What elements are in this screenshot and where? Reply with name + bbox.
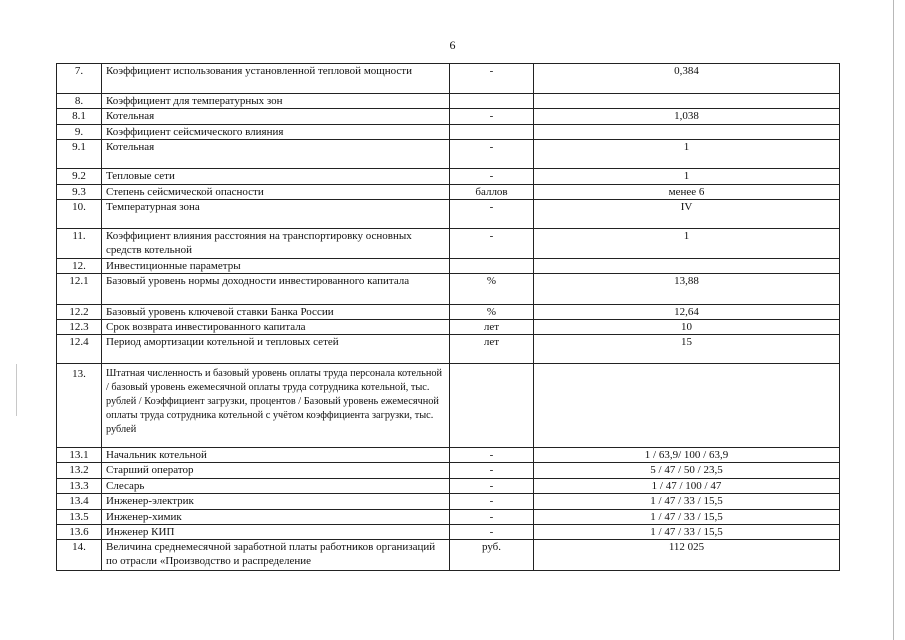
row-number: 13.4 <box>57 494 102 510</box>
row-name: Инженер-химик <box>102 510 450 525</box>
table-row <box>57 185 840 200</box>
row-number: 9.1 <box>57 140 102 169</box>
table-row <box>57 510 840 525</box>
row-value: 1 <box>534 229 840 259</box>
row-number: 13.6 <box>57 525 102 540</box>
table-row <box>57 229 840 259</box>
row-name: Базовый уровень нормы доходности инвестированного капитала <box>102 274 450 305</box>
row-number: 7. <box>57 64 102 94</box>
row-unit: - <box>450 494 534 510</box>
row-unit: баллов <box>450 185 534 200</box>
row-unit: - <box>450 448 534 463</box>
row-number: 13.2 <box>57 463 102 479</box>
table-row <box>57 274 840 305</box>
parameters-table <box>56 63 840 571</box>
row-name: Слесарь <box>102 479 450 494</box>
table-row <box>57 335 840 364</box>
row-unit: % <box>450 274 534 305</box>
table-row <box>57 320 840 335</box>
row-number: 13.5 <box>57 510 102 525</box>
row-value: 5 / 47 / 50 / 23,5 <box>534 463 840 479</box>
row-unit: - <box>450 525 534 540</box>
row-number: 8. <box>57 94 102 109</box>
table-row <box>57 305 840 320</box>
row-name: Начальник котельной <box>102 448 450 463</box>
row-name: Срок возврата инвестированного капитала <box>102 320 450 335</box>
table-row <box>57 200 840 229</box>
row-number: 13.1 <box>57 448 102 463</box>
row-unit: - <box>450 479 534 494</box>
row-name: Котельная <box>102 109 450 125</box>
row-number: 9.2 <box>57 169 102 185</box>
row-name: Тепловые сети <box>102 169 450 185</box>
row-number: 12. <box>57 259 102 274</box>
row-value: 1 / 47 / 33 / 15,5 <box>534 494 840 510</box>
row-number: 12.1 <box>57 274 102 305</box>
row-unit: руб. <box>450 540 534 571</box>
row-number: 10. <box>57 200 102 229</box>
row-number: 9.3 <box>57 185 102 200</box>
table-row <box>57 64 840 94</box>
row-number: 8.1 <box>57 109 102 125</box>
scan-edge-mark <box>16 364 17 416</box>
row-unit <box>450 94 534 109</box>
row-value: 1 / 47 / 100 / 47 <box>534 479 840 494</box>
row-name: Инвестиционные параметры <box>102 259 450 274</box>
table-row <box>57 364 840 448</box>
table-row <box>57 259 840 274</box>
row-unit: лет <box>450 335 534 364</box>
row-unit: - <box>450 109 534 125</box>
row-name: Коэффициент использования установленной тепловой мощности <box>102 64 450 94</box>
row-number: 13.3 <box>57 479 102 494</box>
row-value: 1 <box>534 140 840 169</box>
table-row <box>57 479 840 494</box>
row-number: 13. <box>57 364 102 448</box>
row-value <box>534 94 840 109</box>
row-value: 15 <box>534 335 840 364</box>
row-name: Коэффициент для температурных зон <box>102 94 450 109</box>
table-row <box>57 525 840 540</box>
row-name: Инженер-электрик <box>102 494 450 510</box>
row-unit <box>450 364 534 448</box>
row-value <box>534 259 840 274</box>
row-name: Величина среднемесячной заработной платы работников организаций по отрасли «Производство и распределение <box>102 540 450 571</box>
row-number: 12.3 <box>57 320 102 335</box>
row-name: Коэффициент сейсмического влияния <box>102 125 450 140</box>
row-value: менее 6 <box>534 185 840 200</box>
row-unit: - <box>450 463 534 479</box>
row-number: 9. <box>57 125 102 140</box>
scan-edge-line <box>893 0 894 640</box>
table-row <box>57 540 840 571</box>
row-unit: - <box>450 229 534 259</box>
row-unit: - <box>450 64 534 94</box>
page-number: 6 <box>449 38 456 52</box>
table-row <box>57 463 840 479</box>
row-unit <box>450 259 534 274</box>
row-name: Котельная <box>102 140 450 169</box>
row-number: 14. <box>57 540 102 571</box>
row-name: Коэффициент влияния расстояния на транспортировку основных средств котельной <box>102 229 450 259</box>
row-number: 12.4 <box>57 335 102 364</box>
row-value: 112 025 <box>534 540 840 571</box>
row-unit: лет <box>450 320 534 335</box>
row-unit: - <box>450 510 534 525</box>
row-name: Старший оператор <box>102 463 450 479</box>
row-name: Температурная зона <box>102 200 450 229</box>
row-number: 11. <box>57 229 102 259</box>
table-row <box>57 109 840 125</box>
row-value: 1,038 <box>534 109 840 125</box>
row-name: Штатная численность и базовый уровень оплаты труда персонала котельной / базовый уровень ежемесячной оплаты труда сотрудника котельной, тыс. рублей / Коэффициент загрузки, процентов / Базовый уровень ежемесячной оплаты труда сотрудника котельной с учётом коэффициента загрузки, тыс. рублей <box>102 364 450 448</box>
table-row <box>57 169 840 185</box>
row-unit: - <box>450 169 534 185</box>
row-name: Базовый уровень ключевой ставки Банка России <box>102 305 450 320</box>
table-row <box>57 94 840 109</box>
row-number: 12.2 <box>57 305 102 320</box>
row-name: Период амортизации котельной и тепловых сетей <box>102 335 450 364</box>
row-unit <box>450 125 534 140</box>
row-value: 1 / 63,9/ 100 / 63,9 <box>534 448 840 463</box>
table-row <box>57 448 840 463</box>
row-value: 1 / 47 / 33 / 15,5 <box>534 525 840 540</box>
row-value <box>534 125 840 140</box>
row-unit: % <box>450 305 534 320</box>
row-unit: - <box>450 200 534 229</box>
row-value: 1 <box>534 169 840 185</box>
table-row <box>57 494 840 510</box>
row-unit: - <box>450 140 534 169</box>
row-value: 10 <box>534 320 840 335</box>
row-value: 0,384 <box>534 64 840 94</box>
row-value: 1 / 47 / 33 / 15,5 <box>534 510 840 525</box>
row-value: 12,64 <box>534 305 840 320</box>
table-row <box>57 140 840 169</box>
row-name: Степень сейсмической опасности <box>102 185 450 200</box>
row-value <box>534 364 840 448</box>
row-value: IV <box>534 200 840 229</box>
row-value: 13,88 <box>534 274 840 305</box>
table-row <box>57 125 840 140</box>
row-name: Инженер КИП <box>102 525 450 540</box>
